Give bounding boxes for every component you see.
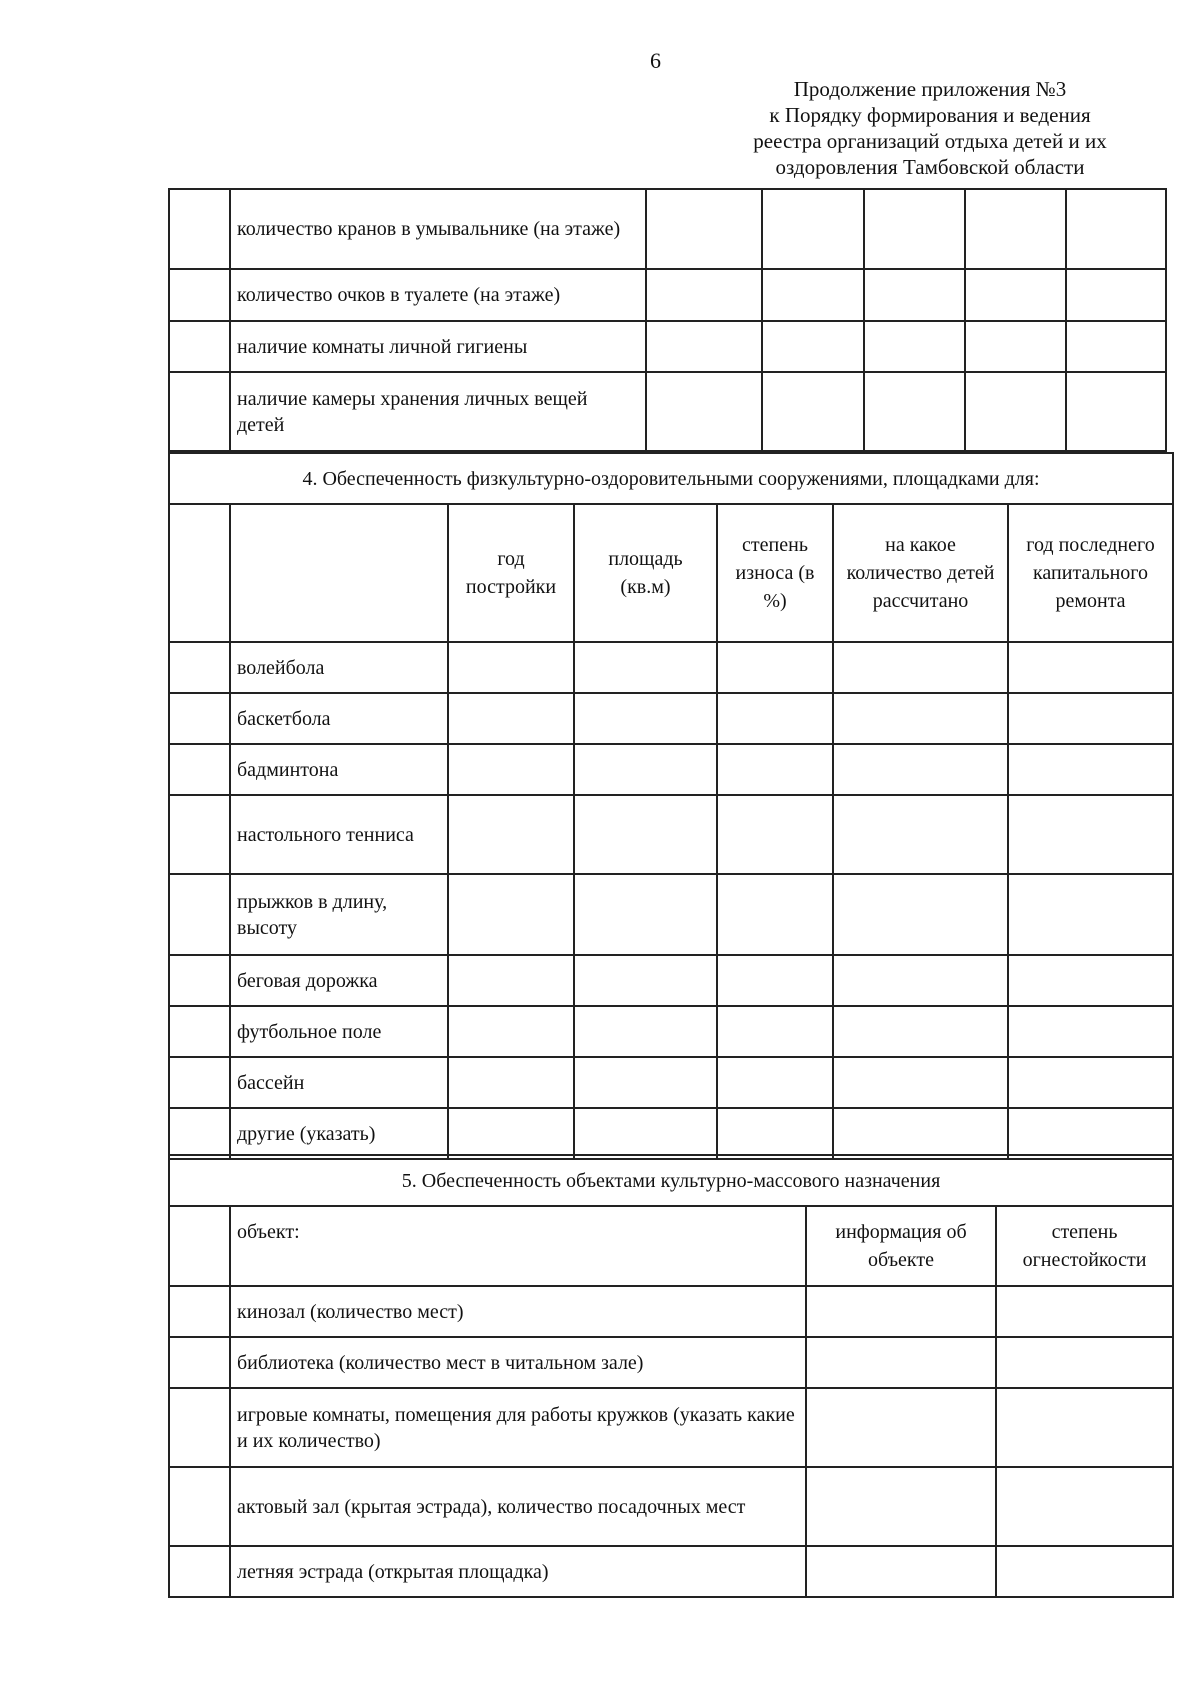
value-cell[interactable] (1008, 795, 1173, 874)
table-row (169, 189, 1166, 269)
value-cell[interactable] (833, 955, 1008, 1006)
value-cell[interactable] (646, 189, 762, 269)
value-cell[interactable] (833, 795, 1008, 874)
value-cell[interactable] (965, 269, 1066, 321)
row-number-cell (169, 321, 230, 372)
table-row (169, 642, 1173, 693)
object-column-header: объект: (230, 1206, 806, 1286)
row-label: летняя эстрада (открытая площадка) (230, 1546, 806, 1597)
value-cell[interactable] (717, 693, 833, 744)
value-cell[interactable] (1008, 955, 1173, 1006)
appendix-header-line: к Порядку формирования и ведения (769, 103, 1091, 127)
row-number-cell (169, 1006, 230, 1057)
value-cell[interactable] (806, 1286, 996, 1337)
row-label: количество очков в туалете (на этаже) (230, 269, 646, 321)
row-label: наличие комнаты личной гигиены (230, 321, 646, 372)
row-number-cell (169, 1388, 230, 1467)
value-cell[interactable] (864, 372, 965, 451)
table-row (169, 1108, 1173, 1159)
table-row (169, 693, 1173, 744)
column-header: степень износа (в %) (717, 504, 833, 642)
table-row (169, 744, 1173, 795)
sports-facilities-table (168, 452, 1174, 1160)
row-label: кинозал (количество мест) (230, 1286, 806, 1337)
table-row (169, 1388, 1173, 1467)
value-cell[interactable] (574, 1006, 717, 1057)
row-label: количество кранов в умывальнике (на этаже) (230, 189, 646, 269)
value-cell[interactable] (717, 1006, 833, 1057)
section-title-row (169, 453, 1173, 504)
row-number-cell (169, 504, 230, 642)
row-number-cell (169, 269, 230, 321)
section-title: 4. Обеспеченность физкультурно-оздоровительными сооружениями, площадками для: (169, 453, 1173, 504)
column-header: год постройки (448, 504, 574, 642)
row-label: игровые комнаты, помещения для работы кружков (указать какие и их количество) (230, 1388, 806, 1467)
appendix-header-line: реестра организаций отдыха детей и их (753, 129, 1107, 153)
value-cell[interactable] (448, 1108, 574, 1159)
appendix-header-line: Продолжение приложения №3 (793, 77, 1067, 101)
table-row (169, 1546, 1173, 1597)
row-number-cell (169, 1206, 230, 1286)
value-cell[interactable] (965, 372, 1066, 451)
row-number-cell (169, 955, 230, 1006)
value-cell[interactable] (833, 744, 1008, 795)
value-cell[interactable] (806, 1337, 996, 1388)
table-header-row (169, 504, 1173, 642)
column-header: на какое количество детей рассчитано (833, 504, 1008, 642)
value-cell[interactable] (717, 1057, 833, 1108)
value-cell[interactable] (717, 795, 833, 874)
value-cell[interactable] (996, 1467, 1173, 1546)
row-label: библиотека (количество мест в читальном зале) (230, 1337, 806, 1388)
row-number-cell (169, 1337, 230, 1388)
value-cell[interactable] (806, 1546, 996, 1597)
value-cell[interactable] (1008, 1006, 1173, 1057)
table-row (169, 955, 1173, 1006)
value-cell[interactable] (448, 1006, 574, 1057)
column-header: информация об объекте (806, 1206, 996, 1286)
value-cell[interactable] (1066, 269, 1166, 321)
value-cell[interactable] (1008, 642, 1173, 693)
row-label: беговая дорожка (230, 955, 448, 1006)
cultural-facilities-table (168, 1154, 1174, 1598)
row-number-cell (169, 1546, 230, 1597)
value-cell[interactable] (574, 693, 717, 744)
table-row (169, 1467, 1173, 1546)
column-header: степень огнестойкости (996, 1206, 1173, 1286)
page-number: 6 (650, 48, 661, 73)
row-number-cell (169, 693, 230, 744)
table-header-row (169, 1206, 1173, 1286)
value-cell[interactable] (996, 1286, 1173, 1337)
header-cell-empty (230, 504, 448, 642)
value-cell[interactable] (448, 1057, 574, 1108)
table-row (169, 874, 1173, 955)
value-cell[interactable] (762, 372, 864, 451)
appendix-header (710, 76, 1150, 180)
row-label: наличие камеры хранения личных вещей детей (230, 372, 646, 451)
value-cell[interactable] (864, 321, 965, 372)
value-cell[interactable] (646, 372, 762, 451)
row-number-cell (169, 1286, 230, 1337)
table-row (169, 269, 1166, 321)
table-row (169, 1006, 1173, 1057)
row-label: баскетбола (230, 693, 448, 744)
value-cell[interactable] (1066, 372, 1166, 451)
section-title: 5. Обеспеченность объектами культурно-массового назначения (169, 1155, 1173, 1206)
value-cell[interactable] (448, 693, 574, 744)
value-cell[interactable] (833, 1006, 1008, 1057)
row-number-cell (169, 1057, 230, 1108)
value-cell[interactable] (762, 189, 864, 269)
row-number-cell (169, 1467, 230, 1546)
row-label: прыжков в длину, высоту (230, 874, 448, 955)
value-cell[interactable] (574, 795, 717, 874)
table-row (169, 1286, 1173, 1337)
row-label: актовый зал (крытая эстрада), количество посадочных мест (230, 1467, 806, 1546)
hygiene-table (168, 188, 1167, 452)
table-row (169, 372, 1166, 451)
value-cell[interactable] (448, 795, 574, 874)
value-cell[interactable] (574, 1108, 717, 1159)
value-cell[interactable] (1008, 744, 1173, 795)
row-number-cell (169, 795, 230, 874)
value-cell[interactable] (574, 744, 717, 795)
row-label: другие (указать) (230, 1108, 448, 1159)
table-row (169, 321, 1166, 372)
value-cell[interactable] (646, 321, 762, 372)
value-cell[interactable] (717, 1108, 833, 1159)
column-header: площадь (кв.м) (574, 504, 717, 642)
row-number-cell (169, 642, 230, 693)
value-cell[interactable] (574, 955, 717, 1006)
value-cell[interactable] (448, 955, 574, 1006)
section-title-row (169, 1155, 1173, 1206)
table-row (169, 1057, 1173, 1108)
row-label: волейбола (230, 642, 448, 693)
value-cell[interactable] (965, 189, 1066, 269)
value-cell[interactable] (996, 1388, 1173, 1467)
value-cell[interactable] (965, 321, 1066, 372)
row-label: футбольное поле (230, 1006, 448, 1057)
value-cell[interactable] (448, 744, 574, 795)
row-number-cell (169, 1108, 230, 1159)
table-row (169, 1337, 1173, 1388)
value-cell[interactable] (806, 1467, 996, 1546)
row-number-cell (169, 744, 230, 795)
value-cell[interactable] (448, 642, 574, 693)
value-cell[interactable] (1066, 321, 1166, 372)
value-cell[interactable] (448, 874, 574, 955)
value-cell[interactable] (762, 321, 864, 372)
table-row (169, 795, 1173, 874)
value-cell[interactable] (996, 1546, 1173, 1597)
row-label: бадминтона (230, 744, 448, 795)
value-cell[interactable] (717, 955, 833, 1006)
row-number-cell (169, 874, 230, 955)
value-cell[interactable] (574, 1057, 717, 1108)
value-cell[interactable] (806, 1388, 996, 1467)
value-cell[interactable] (717, 744, 833, 795)
value-cell[interactable] (1008, 1108, 1173, 1159)
value-cell[interactable] (762, 269, 864, 321)
value-cell[interactable] (717, 874, 833, 955)
value-cell[interactable] (1008, 693, 1173, 744)
column-header: год последнего капитального ремонта (1008, 504, 1173, 642)
value-cell[interactable] (833, 874, 1008, 955)
value-cell[interactable] (1008, 1057, 1173, 1108)
value-cell[interactable] (1066, 189, 1166, 269)
value-cell[interactable] (574, 874, 717, 955)
row-number-cell (169, 372, 230, 451)
value-cell[interactable] (717, 642, 833, 693)
value-cell[interactable] (833, 693, 1008, 744)
value-cell[interactable] (864, 269, 965, 321)
appendix-header-line: оздоровления Тамбовской области (775, 155, 1085, 179)
value-cell[interactable] (833, 1057, 1008, 1108)
value-cell[interactable] (833, 642, 1008, 693)
row-number-cell (169, 189, 230, 269)
value-cell[interactable] (1008, 874, 1173, 955)
value-cell[interactable] (574, 642, 717, 693)
value-cell[interactable] (646, 269, 762, 321)
value-cell[interactable] (833, 1108, 1008, 1159)
row-label: настольного тенниса (230, 795, 448, 874)
value-cell[interactable] (864, 189, 965, 269)
row-label: бассейн (230, 1057, 448, 1108)
value-cell[interactable] (996, 1337, 1173, 1388)
